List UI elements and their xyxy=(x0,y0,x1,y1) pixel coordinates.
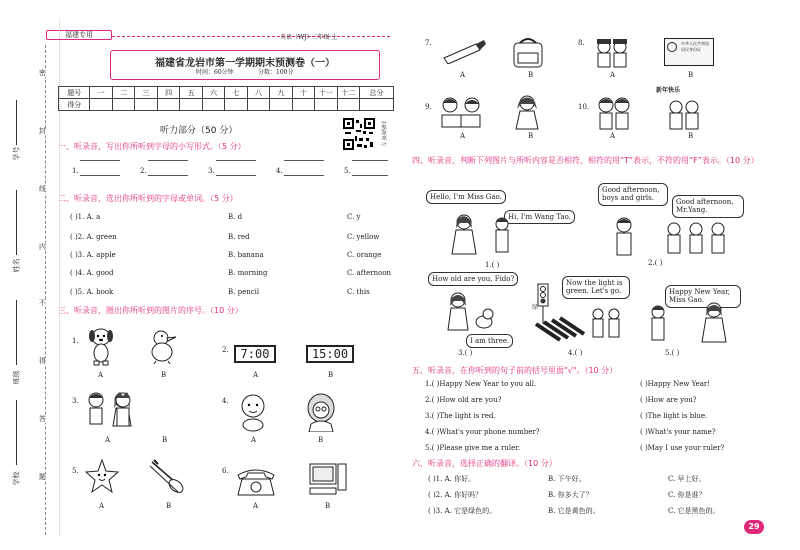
s4-answer[interactable]: 2.( ) xyxy=(648,259,663,267)
cut-char: 题 xyxy=(39,473,46,481)
score-input[interactable] xyxy=(225,99,247,111)
speech-bubble: Hello, I'm Miss Gao. xyxy=(426,190,506,204)
speech-bubble: Good afternoon, boys and girls. xyxy=(598,183,668,206)
classroom-greeting-icon[interactable] xyxy=(604,215,734,257)
exam-time: 时间：60分钟 xyxy=(196,69,234,76)
speech-bubble: Hi, I'm Wang Tao. xyxy=(504,210,575,224)
s2-option-c: C. this xyxy=(347,288,370,296)
score-cell: 二 xyxy=(112,87,134,99)
s5-option-right[interactable]: ( )What's your name? xyxy=(640,428,716,436)
s6-option-b[interactable]: B. 它是黄色的。 xyxy=(548,507,600,515)
cut-char: 封 xyxy=(39,127,46,135)
side-label-name: 姓名 xyxy=(12,258,21,273)
s2-option-a: ( )4. A. good xyxy=(70,269,114,277)
side-line xyxy=(16,100,17,145)
score-table-row xyxy=(59,99,394,111)
s1-write-lines[interactable] xyxy=(148,160,188,176)
s4-answer[interactable]: 5.( ) xyxy=(665,349,680,357)
score-input[interactable] xyxy=(360,99,394,111)
score-input[interactable] xyxy=(270,99,292,111)
cut-char: 密 xyxy=(39,69,46,77)
s3-num: 7. xyxy=(425,39,432,47)
s2-option-a: ( )5. A. book xyxy=(70,288,114,296)
score-cell: 十二 xyxy=(337,87,359,99)
score-input[interactable] xyxy=(292,99,314,111)
s5-option-left[interactable]: 4.( )What's your phone number? xyxy=(425,428,540,436)
s6-option-a[interactable]: ( )2. A. 你好吗？ xyxy=(428,491,483,499)
s2-option-b: B. d xyxy=(228,213,243,221)
s3-label-a: A xyxy=(610,71,616,79)
girl-dog-icon[interactable] xyxy=(440,290,500,334)
emblem-icon xyxy=(667,42,677,52)
s3-label-a: A xyxy=(105,436,111,444)
s3-label-a: A xyxy=(610,132,616,140)
score-input[interactable] xyxy=(247,99,269,111)
new-year-kids-icon[interactable] xyxy=(664,95,704,131)
s1-write-lines[interactable] xyxy=(80,160,120,176)
cut-char: 内 xyxy=(39,243,46,251)
girl-icon[interactable] xyxy=(510,93,544,131)
header-tag: 福建专用 xyxy=(46,30,112,40)
s3-label-a: A xyxy=(251,436,257,444)
side-line xyxy=(16,400,17,465)
cut-char: 答 xyxy=(39,415,46,423)
score-cell: 十 xyxy=(292,87,314,99)
score-table xyxy=(58,86,394,111)
speech-bubble: Happy New Year, Miss Gao. xyxy=(665,285,741,308)
s6-option-b[interactable]: B. 你多大了？ xyxy=(548,491,593,499)
s2-option-b: B. banana xyxy=(228,251,264,259)
score-input[interactable] xyxy=(90,99,112,111)
grandmother-icon[interactable] xyxy=(303,392,339,432)
s5-option-left[interactable]: 2.( )How old are you? xyxy=(425,396,502,404)
score-input[interactable] xyxy=(337,99,359,111)
s3-label-b: B xyxy=(318,436,324,444)
s1-num: 2. xyxy=(140,167,147,175)
s3-label-b: B xyxy=(161,371,167,379)
side-line xyxy=(16,300,17,365)
section-1-title: 一、听录音，写出你所听到字母的小写形式。（5 分） xyxy=(58,142,246,151)
children-icon[interactable] xyxy=(108,390,138,432)
s4-answer[interactable]: 3.( ) xyxy=(458,349,473,357)
header-line-left xyxy=(112,36,390,37)
s1-write-lines[interactable] xyxy=(216,160,256,176)
cut-char: 线 xyxy=(39,185,46,193)
s3-label-a: A xyxy=(99,502,105,510)
s3-label-b: B xyxy=(325,502,331,510)
s3-label-b: B xyxy=(328,371,334,379)
clock-b[interactable]: 15:00 xyxy=(306,345,354,363)
s2-option-a: ( )1. A. a xyxy=(70,213,101,221)
new-year-text: 新年快乐 xyxy=(656,87,681,94)
s3-label-b: B xyxy=(528,71,534,79)
exam-title: 福建省龙岩市第一学期期末预测卷（一） xyxy=(155,58,335,69)
score-input[interactable] xyxy=(112,99,134,111)
student-teacher-new-year-icon[interactable] xyxy=(640,300,740,344)
computer-icon[interactable] xyxy=(308,462,348,498)
section-2-title: 二、听录音，选出你所听到的字母或单词。（5 分） xyxy=(58,194,238,203)
police-officers-icon[interactable] xyxy=(592,35,632,69)
s1-num: 1. xyxy=(72,167,79,175)
id-card-icon[interactable]: 中华人民共和国 居民身份证 xyxy=(664,38,714,66)
telephone-icon[interactable] xyxy=(234,465,278,497)
s3-num: 10. xyxy=(578,103,590,111)
cut-char: 不 xyxy=(39,299,46,307)
score-cell: 九 xyxy=(270,87,292,99)
reading-kids-icon[interactable] xyxy=(436,95,486,131)
schoolbag-icon[interactable] xyxy=(510,35,546,69)
side-line xyxy=(16,190,17,255)
s3-num: 9. xyxy=(425,103,432,111)
score-cell: 五 xyxy=(180,87,202,99)
traffic-light-crossing-icon[interactable] xyxy=(530,280,630,342)
green-label: 绿 xyxy=(532,304,539,311)
score-cell: 七 xyxy=(225,87,247,99)
s4-answer[interactable]: 4.( ) xyxy=(568,349,583,357)
s2-option-c: C. y xyxy=(347,213,361,221)
page-number: 29 xyxy=(744,520,764,534)
s5-option-right[interactable]: ( )How are you? xyxy=(640,396,697,404)
score-input[interactable] xyxy=(135,99,157,111)
violin-icon[interactable] xyxy=(148,458,188,496)
score-cell: 四 xyxy=(157,87,179,99)
speech-bubble: Now the light is green. Let's go. xyxy=(562,276,630,299)
side-label-school: 学校 xyxy=(12,471,21,486)
s6-option-a[interactable]: ( )3. A. 它是绿色的。 xyxy=(428,507,497,515)
star-toy-icon[interactable] xyxy=(84,458,120,496)
side-label-class: 班级 xyxy=(12,370,21,385)
s3-label-a: A xyxy=(98,371,104,379)
s2-option-b: B. morning xyxy=(228,269,268,277)
score-input[interactable] xyxy=(180,99,202,111)
s6-option-c[interactable]: C. 你是谁？ xyxy=(668,491,706,499)
s3-label-b: B xyxy=(162,436,168,444)
s1-write-lines[interactable] xyxy=(352,160,388,176)
side-label-student-no: 学号 xyxy=(12,146,21,161)
clock-a[interactable]: 7:00 xyxy=(234,345,276,363)
s6-option-a[interactable]: ( )1. A. 你好。 xyxy=(428,475,476,483)
s2-option-b: B. pencil xyxy=(228,288,260,296)
exam-score: 分数：100分 xyxy=(258,69,294,76)
s3-num: 2. xyxy=(222,346,229,354)
score-input[interactable] xyxy=(157,99,179,111)
score-input[interactable] xyxy=(315,99,337,111)
speech-bubble: I am three. xyxy=(466,334,513,348)
score-table-header xyxy=(59,87,394,99)
s3-num: 4. xyxy=(222,397,229,405)
section-4-title: 四、听录音，判断下列图片与所听内容是否相符，相符的用“T”表示，不符的用“F”表示。（10 分） xyxy=(412,156,759,165)
score-cell: 一 xyxy=(90,87,112,99)
s3-label-a: A xyxy=(253,371,259,379)
s2-option-c: C. yellow xyxy=(347,233,380,241)
s5-option-right[interactable]: ( )May I use your ruler? xyxy=(640,444,725,452)
section-5-title: 五、听录音，在你听到的句子前的括号里面"√"。（10 分） xyxy=(412,366,618,375)
s3-label-b: B xyxy=(688,71,694,79)
s5-option-left[interactable]: 5.( )Please give me a ruler. xyxy=(425,444,521,452)
section-6-title: 六、听录音，选择正确的翻译。（10 分） xyxy=(412,459,557,468)
s2-option-a: ( )3. A. apple xyxy=(70,251,116,259)
cut-char: 得 xyxy=(39,357,46,365)
cut-line xyxy=(45,45,46,535)
s2-option-c: C. orange xyxy=(347,251,382,259)
s5-option-left[interactable]: 1.( )Happy New Year to you all. xyxy=(425,380,537,388)
score-input[interactable] xyxy=(202,99,224,111)
s4-answer[interactable]: 1.( ) xyxy=(485,261,500,269)
s1-write-lines[interactable] xyxy=(284,160,324,176)
score-cell: 八 xyxy=(247,87,269,99)
s2-option-b: B. red xyxy=(228,233,250,241)
s5-option-right[interactable]: ( )The light is blue. xyxy=(640,412,708,420)
s6-option-c[interactable]: C. 早上好。 xyxy=(668,475,706,483)
s3-num: 1. xyxy=(72,337,79,345)
teacher-student-icon[interactable] xyxy=(440,212,540,256)
duck-icon[interactable] xyxy=(148,328,182,364)
speech-bubble: Good afternoon, Mr.Yang. xyxy=(672,195,744,218)
s1-num: 3. xyxy=(208,167,215,175)
score-cell: 六 xyxy=(202,87,224,99)
speech-bubble: How old are you, Fido? xyxy=(428,272,518,286)
header-subject: 英语（WJ）·三年级·上 xyxy=(280,34,338,41)
baby-icon[interactable] xyxy=(236,392,270,432)
s6-option-c[interactable]: C. 它是黑色的。 xyxy=(668,507,720,515)
s3-label-a: A xyxy=(460,71,466,79)
s3-num: 3. xyxy=(72,397,79,405)
score-cell: 得分 xyxy=(59,99,90,111)
s3-label-a: A xyxy=(253,502,259,510)
listening-title: 听力部分（50 分） xyxy=(160,126,238,136)
s3-label-a: A xyxy=(460,132,466,140)
s3-num: 8. xyxy=(578,39,585,47)
score-cell: 十一 xyxy=(315,87,337,99)
s2-option-a: ( )2. A. green xyxy=(70,233,117,241)
s6-option-b[interactable]: B. 下午好。 xyxy=(548,475,586,483)
score-cell: 题号 xyxy=(59,87,90,99)
score-cell: 总分 xyxy=(360,87,394,99)
qr-caption: 扫码听听力 xyxy=(380,120,387,147)
s3-label-b: B xyxy=(688,132,694,140)
s2-option-c: C. afternoon xyxy=(347,269,392,277)
score-cell: 三 xyxy=(135,87,157,99)
s3-num: 5. xyxy=(72,467,79,475)
two-kids-icon[interactable] xyxy=(594,95,634,131)
s3-label-b: B xyxy=(528,132,534,140)
s3-num: 6. xyxy=(222,467,229,475)
s1-num: 4. xyxy=(276,167,283,175)
qr-code-icon[interactable] xyxy=(343,118,375,150)
section-3-title: 三、听录音，圈出你所听到的图片的序号。（10 分） xyxy=(58,306,243,315)
s5-option-right[interactable]: ( )Happy New Year! xyxy=(640,380,711,388)
dog-icon[interactable] xyxy=(85,325,117,367)
s5-option-left[interactable]: 3.( )The light is red. xyxy=(425,412,496,420)
s3-label-b: B xyxy=(166,502,172,510)
glue-stick-icon[interactable] xyxy=(440,40,486,64)
s1-num: 5. xyxy=(344,167,351,175)
